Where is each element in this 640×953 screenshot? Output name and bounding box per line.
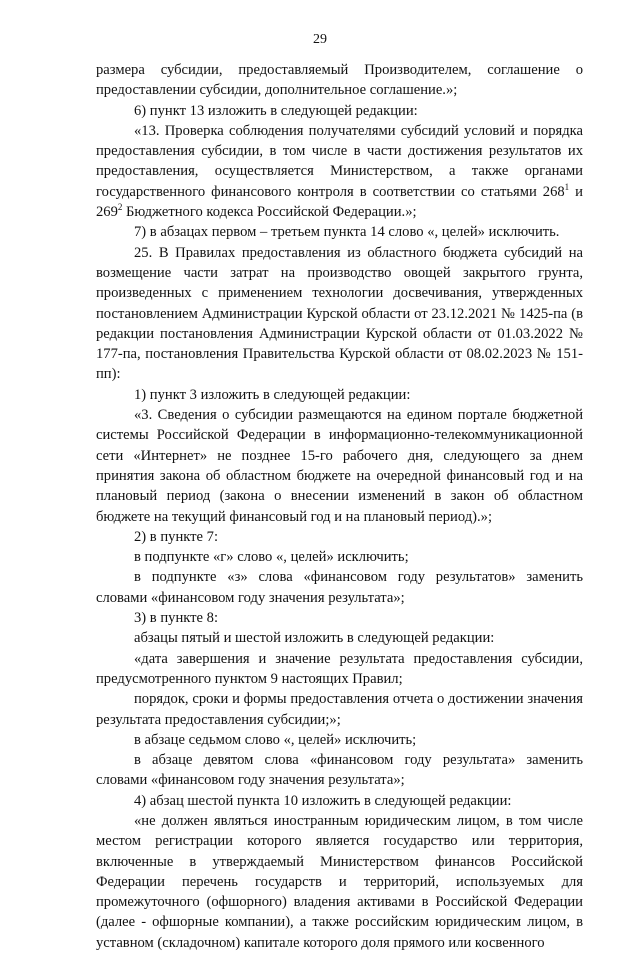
paragraph: «3. Сведения о субсидии размещаются на едином портале бюджетной системы Российской Федерации в информационно-телекоммуникационной сети «Интернет» не позднее 15-го рабочего дня, следующего за днем принятия закона об областном бюджете на очередной финансовый год и на плановый период (закона о внесении изменений в закон об областном бюджете на текущий финансовый год и на плановый период).»; (96, 407, 583, 525)
document-body (96, 60, 583, 953)
paragraph: 7) в абзацах первом – третьем пункта 14 слово «, целей» исключить. (134, 224, 560, 241)
paragraph: размера субсидии, предоставляемый Производителем, соглашение о предоставлении субсидии, дополнительное соглашение.»; (96, 62, 583, 99)
paragraph: 2) в пункте 7: (134, 528, 219, 545)
paragraph-text: «13. Проверка соблюдения получателями субсидий условий и порядка предоставления субсидии, в том числе в части достижения результатов их предоставления, осуществляется Министерством, а также органами государственного финансового контроля в соответствии со статьями 268 (96, 122, 583, 200)
paragraph: порядок, сроки и формы предоставления отчета о достижении значения результата предоставления субсидии;»; (96, 691, 583, 728)
paragraph: 4) абзац шестой пункта 10 изложить в следующей редакции: (134, 792, 512, 809)
article-superscript: 2 (117, 202, 123, 213)
paragraph: 1) пункт 3 изложить в следующей редакции: (134, 386, 411, 403)
paragraph: в абзаце девятом слова «финансовом году результата» заменить словами «финансовом году значения результата»; (96, 752, 583, 789)
paragraph: 3) в пункте 8: (134, 610, 219, 627)
paragraph: «дата завершения и значение результата предоставления субсидии, предусмотренного пунктом 9 настоящих Правил; (96, 650, 583, 687)
paragraph: в подпункте «з» слова «финансовом году результатов» заменить словами «финансовом году значения результата»; (96, 569, 583, 606)
page-number: 29 (313, 32, 327, 47)
paragraph: в абзаце седьмом слово «, целей» исключить; (134, 731, 417, 748)
paragraph-text: и 269 (96, 183, 583, 221)
paragraph: в подпункте «г» слово «, целей» исключить; (134, 549, 409, 566)
paragraph: абзацы пятый и шестой изложить в следующей редакции: (134, 630, 495, 647)
paragraph (96, 121, 583, 222)
paragraph: «не должен являться иностранным юридическим лицом, в том числе местом регистрации которого является государство или территория, включенные в утверждаемый Министерством финансов Российской Федерации перечень государств и территорий, используемых для промежуточного (офшорного) владения активами в Российской Федерации (далее - офшорные компании), а также российским юридическим лицом, в уставном (складочном) капитале которого доля прямого или косвенного (96, 812, 583, 951)
paragraph: 25. В Правилах предоставления из областного бюджета субсидий на возмещение части затрат на производство овощей закрытого грунта, произведенных с применением технологии досвечивания, утвержденных постановлением Администрации Курской области от 23.12.2021 № 1425-па (в редакции постановления Администрации Курской области от 01.03.2022 № 177-па, постановления Правительства Курской области от 08.02.2023 № 151-пп): (96, 244, 583, 383)
paragraph: 6) пункт 13 изложить в следующей редакции: (134, 102, 418, 119)
article-superscript: 1 (564, 181, 570, 192)
paragraph-text: Бюджетного кодекса Российской Федерации.»; (122, 204, 417, 221)
